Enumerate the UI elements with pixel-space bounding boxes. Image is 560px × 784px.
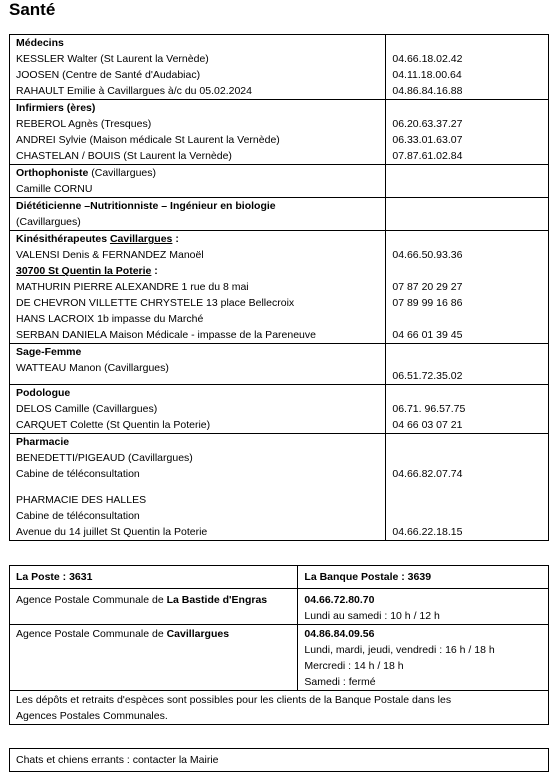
agence-bastide-row	[10, 589, 549, 625]
section-heading: Infirmiers (ères)	[16, 102, 96, 114]
contact-name: Camille CORNU	[16, 183, 93, 195]
section-orthophoniste	[10, 165, 549, 198]
contact-phone: 04.66.82.07.74	[392, 468, 463, 480]
contact-phone: 06.71. 96.57.75	[392, 403, 466, 415]
section-kine	[10, 231, 549, 344]
poste-note-row	[10, 691, 549, 725]
contact-phone	[392, 311, 542, 327]
contact-name: VALENSI Denis & FERNANDEZ Manoël	[16, 249, 204, 261]
section-infirmiers	[10, 100, 549, 165]
section-heading: Médecins	[16, 37, 64, 49]
poste-header-row	[10, 566, 549, 589]
section-medecins	[10, 35, 549, 100]
section-podologue	[10, 385, 549, 434]
contact-phone: 07.87.61.02.84	[392, 150, 463, 162]
contact-name: DE CHEVRON VILLETTE CHRYSTELE 13 place Bellecroix	[16, 297, 295, 309]
contact-phone: 04 66 01 39 45	[392, 329, 463, 341]
chats-chiens-note: Chats et chiens errants : contacter la Mairie	[16, 754, 219, 766]
contact-phone: 04.86.84.16.88	[392, 85, 463, 97]
contact-phone: 04.66.22.18.15	[392, 526, 463, 538]
contact-phone: 06.33.01.63.07	[392, 134, 463, 146]
contact-phone: 04.66.18.02.42	[392, 53, 463, 65]
footer-table	[9, 748, 549, 772]
contact-name: WATTEAU Manon (Cavillargues)	[16, 362, 169, 374]
section-sage-femme	[10, 344, 549, 385]
agence-phone: 04.86.84.09.56	[304, 628, 375, 640]
section-heading: Pharmacie	[16, 436, 70, 448]
contact-name: CARQUET Colette (St Quentin la Poterie)	[16, 419, 211, 431]
page-title: Santé	[9, 0, 56, 19]
contact-name: DELOS Camille (Cavillargues)	[16, 403, 158, 415]
contact-detail: Cabine de téléconsultation	[16, 468, 140, 480]
agence-prefix: Agence Postale Communale de	[16, 628, 167, 640]
agence-prefix: Agence Postale Communale de	[16, 594, 167, 606]
section-heading: Diététicienne –Nutritionniste – Ingénieur en biologie	[16, 200, 276, 212]
contact-name: ANDREI Sylvie (Maison médicale St Laurent la Vernède)	[16, 134, 280, 146]
contact-phone: 07 89 99 16 86	[392, 297, 463, 309]
contact-phone: 06.51.72.35.02	[392, 370, 463, 382]
contact-name: KESSLER Walter (St Laurent la Vernède)	[16, 53, 209, 65]
banque-postale-number: La Banque Postale : 3639	[304, 571, 432, 583]
la-poste-number: La Poste : 3631	[16, 571, 93, 583]
agence-hours: Samedi : fermé	[304, 676, 376, 688]
contact-phone: 04.66.50.93.36	[392, 249, 463, 261]
subheading-text: 30700 St Quentin la Poterie	[16, 265, 152, 277]
contact-location: (Cavillargues)	[16, 216, 81, 228]
contact-name: BENEDETTI/PIGEAUD (Cavillargues)	[16, 452, 193, 464]
contact-name: SERBAN DANIELA Maison Médicale - impasse de la Pareneuve	[16, 329, 316, 341]
agence-name	[16, 592, 291, 608]
agence-name	[16, 626, 291, 642]
agence-place: La Bastide d'Engras	[166, 594, 268, 606]
agence-hours: Lundi au samedi : 10 h / 12 h	[304, 610, 440, 622]
heading-suffix: (Cavillargues)	[88, 167, 157, 179]
contact-address: Avenue du 14 juillet St Quentin la Poterie	[16, 526, 208, 538]
sante-table	[9, 34, 549, 541]
section-subheading	[16, 263, 379, 279]
agence-phone: 04.66.72.80.70	[304, 594, 375, 606]
poste-table	[9, 565, 549, 725]
agence-place: Cavillargues	[166, 628, 230, 640]
section-heading: Sage-Femme	[16, 346, 82, 358]
section-dieteticienne	[10, 198, 549, 231]
contact-name: MATHURIN PIERRE ALEXANDRE 1 rue du 8 mai	[16, 281, 249, 293]
agence-hours: Mercredi : 14 h / 18 h	[304, 660, 404, 672]
heading-b: Cavillargues	[109, 233, 173, 245]
contact-detail: Cabine de téléconsultation	[16, 510, 140, 522]
contact-name: CHASTELAN / BOUIS (St Laurent la Vernède)	[16, 150, 232, 162]
contact-phone: 04.11.18.00.64	[392, 69, 462, 81]
section-heading	[16, 231, 379, 247]
heading-a: Kinésithérapeutes	[16, 233, 110, 245]
poste-note: Les dépôts et retraits d'espèces sont possibles pour les clients de la Banque Postale dans les	[16, 694, 452, 706]
section-heading	[16, 165, 379, 181]
section-heading: Podologue	[16, 387, 71, 399]
poste-note: Agences Postales Communales.	[16, 710, 168, 722]
section-pharmacie	[10, 434, 549, 541]
agence-hours: Lundi, mardi, jeudi, vendredi : 16 h / 18 h	[304, 644, 495, 656]
contact-phone: 04 66 03 07 21	[392, 419, 463, 431]
subheading-suffix: :	[151, 265, 158, 277]
agence-cavillargues-row	[10, 625, 549, 691]
contact-phone: 07 87 20 29 27	[392, 281, 463, 293]
contact-phone: 06.20.63.37.27	[392, 118, 463, 130]
contact-name: PHARMACIE DES HALLES	[16, 494, 147, 506]
contact-name: HANS LACROIX 1b impasse du Marché	[16, 313, 204, 325]
contact-name: RAHAULT Emilie à Cavillargues à/c du 05.02.2024	[16, 85, 252, 97]
contact-name: JOOSEN (Centre de Santé d'Audabiac)	[16, 69, 201, 81]
heading-strong: Orthophoniste	[16, 167, 89, 179]
heading-c: :	[172, 233, 179, 245]
contact-name: REBEROL Agnès (Tresques)	[16, 118, 152, 130]
